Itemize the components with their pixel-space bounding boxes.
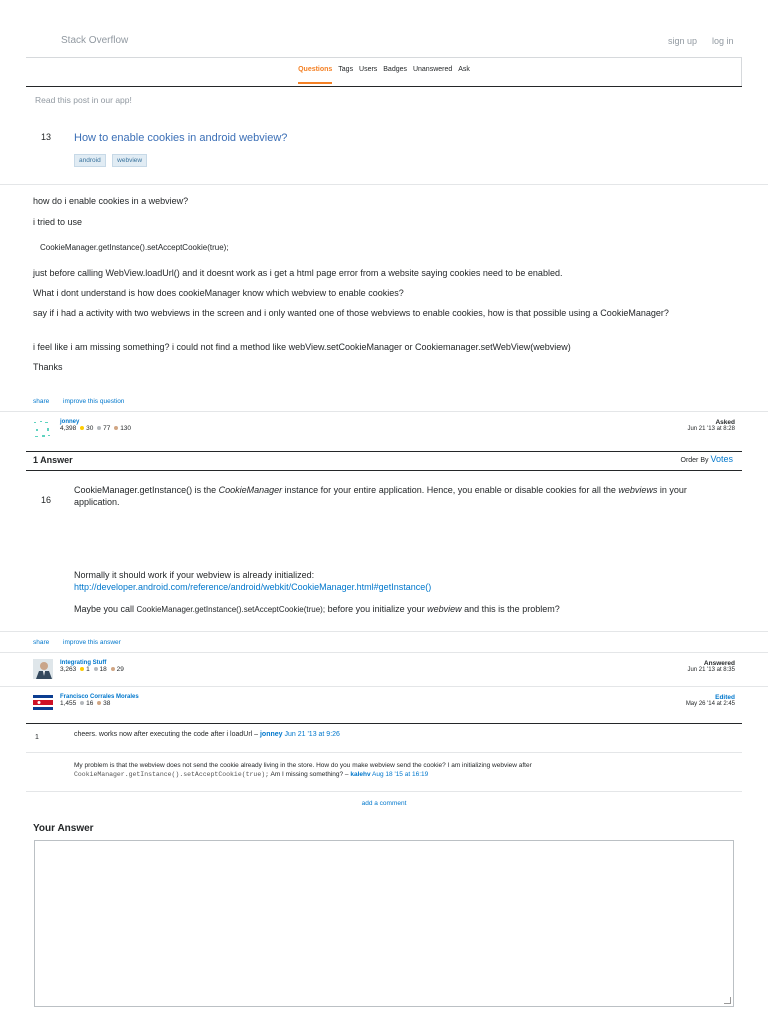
answers-header-bar bbox=[26, 451, 742, 471]
silver-badge-icon bbox=[97, 426, 101, 430]
question-body-p2: i tried to use bbox=[33, 217, 83, 227]
editor-name[interactable]: Francisco Corrales Morales bbox=[60, 694, 139, 700]
comment-text: Am I missing something? – bbox=[269, 771, 351, 778]
divider bbox=[0, 686, 768, 687]
answer-textarea[interactable] bbox=[34, 840, 734, 1007]
your-answer-heading: Your Answer bbox=[33, 823, 94, 834]
question-body-p6: i feel like i am missing something? i could not find a method like webView.setCookieManager or Cookiemanager.setWebView(webview) bbox=[33, 342, 571, 352]
answer-text: Normally it should work if your webview is already initialized: bbox=[74, 570, 315, 580]
add-comment-link[interactable] bbox=[0, 800, 768, 807]
site-brand[interactable]: Stack Overflow bbox=[61, 35, 129, 46]
silver-badge-icon bbox=[80, 701, 84, 705]
answerer-avatar[interactable] bbox=[33, 659, 53, 679]
editor-avatar[interactable] bbox=[33, 693, 53, 713]
gold-count: 30 bbox=[86, 425, 94, 432]
sign-up-link[interactable]: sign up bbox=[668, 36, 698, 46]
resize-handle-icon[interactable] bbox=[724, 997, 731, 1004]
gold-badge-icon bbox=[80, 667, 84, 671]
answer-text: instance for your entire application. Hence, you enable or disable cookies for all the bbox=[282, 485, 619, 495]
answer-text: CookieManager.getInstance() is the bbox=[74, 485, 219, 495]
bronze-badge-icon bbox=[97, 701, 101, 705]
comment-date[interactable]: Jun 21 '13 at 9:26 bbox=[284, 731, 340, 738]
gold-count: 1 bbox=[86, 666, 90, 673]
asker-reputation bbox=[60, 425, 131, 432]
nav-ask[interactable]: Ask bbox=[458, 66, 470, 73]
gold-badge-icon bbox=[80, 426, 84, 430]
rep-score: 4,398 bbox=[60, 425, 77, 432]
divider bbox=[26, 752, 742, 753]
answer-inline-code: CookieManager.getInstance().setAcceptCookie(true); bbox=[136, 605, 326, 614]
asked-date: Jun 21 '13 at 8:28 bbox=[687, 426, 735, 432]
comment-1 bbox=[74, 731, 340, 738]
answer-text: and this is the problem? bbox=[461, 604, 560, 614]
divider bbox=[0, 411, 768, 412]
improve-question-link[interactable]: improve this question bbox=[63, 398, 125, 405]
comments-divider bbox=[26, 723, 742, 724]
answerer-name[interactable]: Integrating Stuff bbox=[60, 660, 107, 666]
question-tags bbox=[74, 149, 149, 167]
asker-info bbox=[60, 419, 131, 432]
read-in-app-link[interactable]: Read this post in our app! bbox=[35, 95, 132, 105]
nav-users[interactable]: Users bbox=[359, 66, 378, 73]
bronze-badge-icon bbox=[111, 667, 115, 671]
answered-date: Jun 21 '13 at 8:35 bbox=[687, 667, 735, 673]
editor-reputation bbox=[60, 700, 139, 707]
bronze-badge-icon bbox=[114, 426, 118, 430]
nav-divider bbox=[26, 86, 742, 87]
question-body-p4: What i dont understand is how does cookieManager know which webview to enable cookies? bbox=[33, 288, 404, 298]
edited-meta bbox=[686, 694, 735, 707]
rep-score: 1,455 bbox=[60, 700, 77, 707]
question-vote-count: 13 bbox=[41, 132, 52, 142]
comment-text: cheers. works now after executing the code after i loadUrl – bbox=[74, 731, 260, 738]
comment-user[interactable]: jonney bbox=[259, 731, 283, 738]
comment-2 bbox=[74, 761, 734, 779]
answer-count: 1 Answer bbox=[33, 455, 73, 465]
edited-date: May 26 '14 at 2:45 bbox=[685, 701, 735, 707]
answered-label: Answered bbox=[703, 660, 735, 667]
improve-answer-link[interactable]: improve this answer bbox=[63, 639, 121, 646]
nav-tags[interactable]: Tags bbox=[338, 66, 354, 73]
answer-vote-count: 16 bbox=[41, 495, 52, 505]
question-code: CookieManager.getInstance().setAcceptCookie(true); bbox=[40, 243, 229, 252]
comment-user[interactable]: kalehv bbox=[350, 771, 371, 778]
divider bbox=[26, 791, 742, 792]
answer-emphasis: CookieManager bbox=[218, 485, 283, 495]
tag-webview[interactable]: webview bbox=[112, 154, 147, 167]
comment-date[interactable]: Aug 18 '15 at 16:19 bbox=[372, 771, 429, 778]
divider bbox=[0, 652, 768, 653]
silver-count: 18 bbox=[99, 666, 107, 673]
answer-text: in your application. bbox=[74, 485, 687, 507]
question-body-p3: just before calling WebView.loadUrl() and it doesnt work as i get a html page error from a website saying cookies need to be enabled. bbox=[33, 268, 563, 278]
tag-android[interactable]: android bbox=[74, 154, 106, 167]
answer-body-p2 bbox=[74, 569, 734, 593]
bronze-count: 38 bbox=[103, 700, 111, 707]
share-answer-link[interactable]: share bbox=[33, 639, 50, 646]
bronze-count: 130 bbox=[120, 425, 132, 432]
comment-vote-count: 1 bbox=[35, 734, 39, 741]
answer-body-p3 bbox=[74, 603, 734, 616]
rep-score: 3,263 bbox=[60, 666, 77, 673]
order-by-votes[interactable]: Votes bbox=[710, 454, 733, 464]
asker-avatar[interactable] bbox=[33, 420, 53, 440]
comment-inline-code: CookieManager.getInstance().setAcceptCookie(true); bbox=[74, 771, 270, 778]
nav-badges[interactable]: Badges bbox=[383, 66, 408, 73]
answer-emphasis: webviews bbox=[618, 485, 658, 495]
answered-meta bbox=[687, 660, 735, 673]
silver-count: 16 bbox=[86, 700, 94, 707]
answer-text: before you initialize your bbox=[325, 604, 428, 614]
log-in-link[interactable]: log in bbox=[712, 36, 734, 46]
main-nav bbox=[0, 66, 768, 73]
divider bbox=[0, 631, 768, 632]
share-question-link[interactable]: share bbox=[33, 398, 50, 405]
question-body-p1: how do i enable cookies in a webview? bbox=[33, 196, 189, 206]
edited-label: Edited bbox=[715, 694, 735, 701]
order-by bbox=[681, 454, 734, 464]
asked-meta bbox=[687, 419, 735, 432]
question-title[interactable]: How to enable cookies in android webview? bbox=[74, 132, 288, 144]
comment-text: My problem is that the webview does not send the cookie already living in the store. How do you make webview send the cookie? I am initializing webview after bbox=[74, 762, 532, 769]
answer-body-p1 bbox=[74, 484, 734, 508]
asker-name[interactable]: jonney bbox=[60, 419, 80, 425]
nav-questions[interactable]: Questions bbox=[298, 66, 333, 73]
answerer-info bbox=[60, 660, 124, 673]
bronze-count: 29 bbox=[116, 666, 124, 673]
answer-emphasis: webview bbox=[427, 604, 462, 614]
asked-label: Asked bbox=[715, 419, 735, 426]
developer-docs-link[interactable]: http://developer.android.com/reference/android/webkit/CookieManager.html#getInstance() bbox=[74, 582, 432, 592]
add-comment-label[interactable]: add a comment bbox=[361, 800, 407, 807]
silver-count: 77 bbox=[103, 425, 111, 432]
editor-info bbox=[60, 694, 139, 707]
nav-unanswered[interactable]: Unanswered bbox=[412, 66, 453, 73]
divider bbox=[0, 184, 768, 185]
silver-badge-icon bbox=[94, 667, 98, 671]
answerer-reputation bbox=[60, 666, 124, 673]
question-body-p7: Thanks bbox=[33, 362, 63, 372]
order-by-label: Order By bbox=[680, 457, 709, 464]
answer-text: Maybe you call bbox=[74, 604, 137, 614]
question-body-p5: say if i had a activity with two webviews in the screen and i only wanted one of those webviews to enable cookies, how is that possible using a CookieManager? bbox=[33, 308, 669, 318]
